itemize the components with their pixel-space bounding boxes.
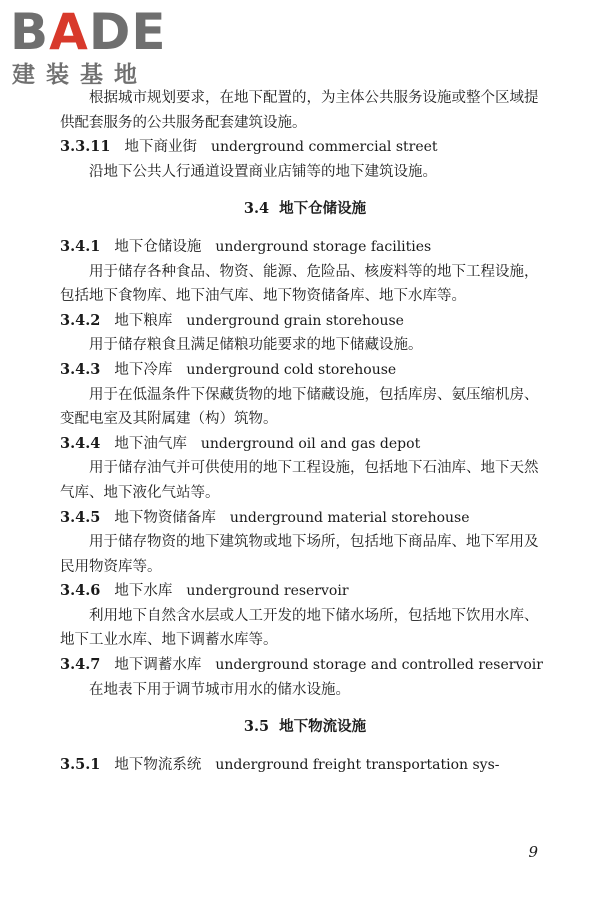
term-english: underground freight transportation sys- bbox=[215, 756, 500, 773]
term-chinese: 地下粮库 bbox=[114, 312, 173, 329]
logo-chinese-name: 建装基地 bbox=[12, 62, 148, 88]
term-entry bbox=[60, 506, 550, 531]
term-chinese: 地下物资储备库 bbox=[114, 509, 216, 526]
term-chinese: 地下调蓄水库 bbox=[114, 657, 202, 674]
paragraph: 根据城市规划要求，在地下配置的，为主体公共服务设施或整个区域提供配套服务的公共服务配套建筑设施。 bbox=[60, 90, 539, 131]
logo-wordmark bbox=[10, 3, 167, 61]
logo-letter-b: B bbox=[10, 3, 50, 61]
term-entry bbox=[60, 235, 550, 260]
term-english: underground commercial street bbox=[210, 139, 438, 156]
term-english: underground storage facilities bbox=[215, 238, 432, 255]
term-chinese: 地下仓储设施 bbox=[114, 238, 202, 255]
term-number: 3.4.2 bbox=[60, 311, 101, 329]
term-entry bbox=[60, 309, 550, 334]
page-number: 9 bbox=[528, 843, 538, 861]
term-entry bbox=[60, 579, 550, 604]
paragraph: 用于在低温条件下保藏货物的地下储藏设施，包括库房、氨压缩机房、变配电室及其附属建（构）筑物。 bbox=[60, 386, 539, 428]
term-entry bbox=[60, 432, 550, 457]
term-english: underground material storehouse bbox=[229, 509, 470, 526]
paragraph: 用于储存各种食品、物资、能源、危险品、核废料等的地下工程设施，包括地下食物库、地下油气库、地下物资储备库、地下水库等。 bbox=[60, 263, 539, 305]
term-english: underground storage and controlled reservoir bbox=[215, 657, 543, 674]
term-entry bbox=[60, 135, 550, 160]
section-heading bbox=[60, 197, 550, 222]
term-entry bbox=[60, 358, 550, 383]
section-heading bbox=[60, 715, 550, 740]
paragraph: 用于储存粮食且满足储粮功能要求的地下储藏设施。 bbox=[89, 337, 423, 354]
term-english: underground reservoir bbox=[186, 583, 349, 600]
term-number: 3.4.5 bbox=[60, 508, 101, 526]
paragraph: 在地表下用于调节城市用水的储水设施。 bbox=[89, 681, 350, 698]
section-number: 3.5 bbox=[243, 718, 270, 736]
section-title: 地下仓储设施 bbox=[279, 200, 367, 218]
term-chinese: 地下冷库 bbox=[114, 361, 173, 378]
term-entry bbox=[60, 753, 550, 778]
paragraph: 用于储存油气并可供使用的地下工程设施，包括地下石油库、地下天然气库、地下液化气站等。 bbox=[60, 460, 539, 501]
paragraph: 用于储存物资的地下建筑物或地下场所，包括地下商品库、地下军用及民用物资库等。 bbox=[60, 534, 539, 575]
term-number: 3.3.11 bbox=[60, 138, 111, 156]
term-entry bbox=[60, 653, 550, 678]
logo-letter-a: A bbox=[49, 3, 89, 61]
term-chinese: 地下商业街 bbox=[124, 139, 197, 156]
term-chinese: 地下物流系统 bbox=[114, 756, 202, 773]
term-english: underground oil and gas depot bbox=[200, 435, 421, 452]
document-body bbox=[60, 86, 550, 777]
term-number: 3.4.1 bbox=[60, 237, 101, 255]
paragraph: 利用地下自然含水层或人工开发的地下储水场所，包括地下饮用水库、地下工业水库、地下调蓄水库等。 bbox=[60, 607, 539, 649]
term-number: 3.4.6 bbox=[60, 582, 101, 600]
term-english: underground grain storehouse bbox=[186, 312, 404, 329]
term-english: underground cold storehouse bbox=[186, 361, 397, 378]
term-chinese: 地下水库 bbox=[114, 583, 173, 600]
paragraph: 沿地下公共人行通道设置商业店铺等的地下建筑设施。 bbox=[89, 163, 437, 180]
term-number: 3.4.3 bbox=[60, 360, 101, 378]
term-number: 3.4.7 bbox=[60, 656, 101, 674]
term-number: 3.5.1 bbox=[60, 755, 101, 773]
logo bbox=[10, 3, 185, 90]
section-title: 地下物流设施 bbox=[279, 718, 367, 736]
term-number: 3.4.4 bbox=[60, 434, 101, 452]
term-chinese: 地下油气库 bbox=[114, 435, 187, 452]
logo-letters-de: DE bbox=[88, 3, 167, 61]
section-number: 3.4 bbox=[243, 200, 270, 218]
